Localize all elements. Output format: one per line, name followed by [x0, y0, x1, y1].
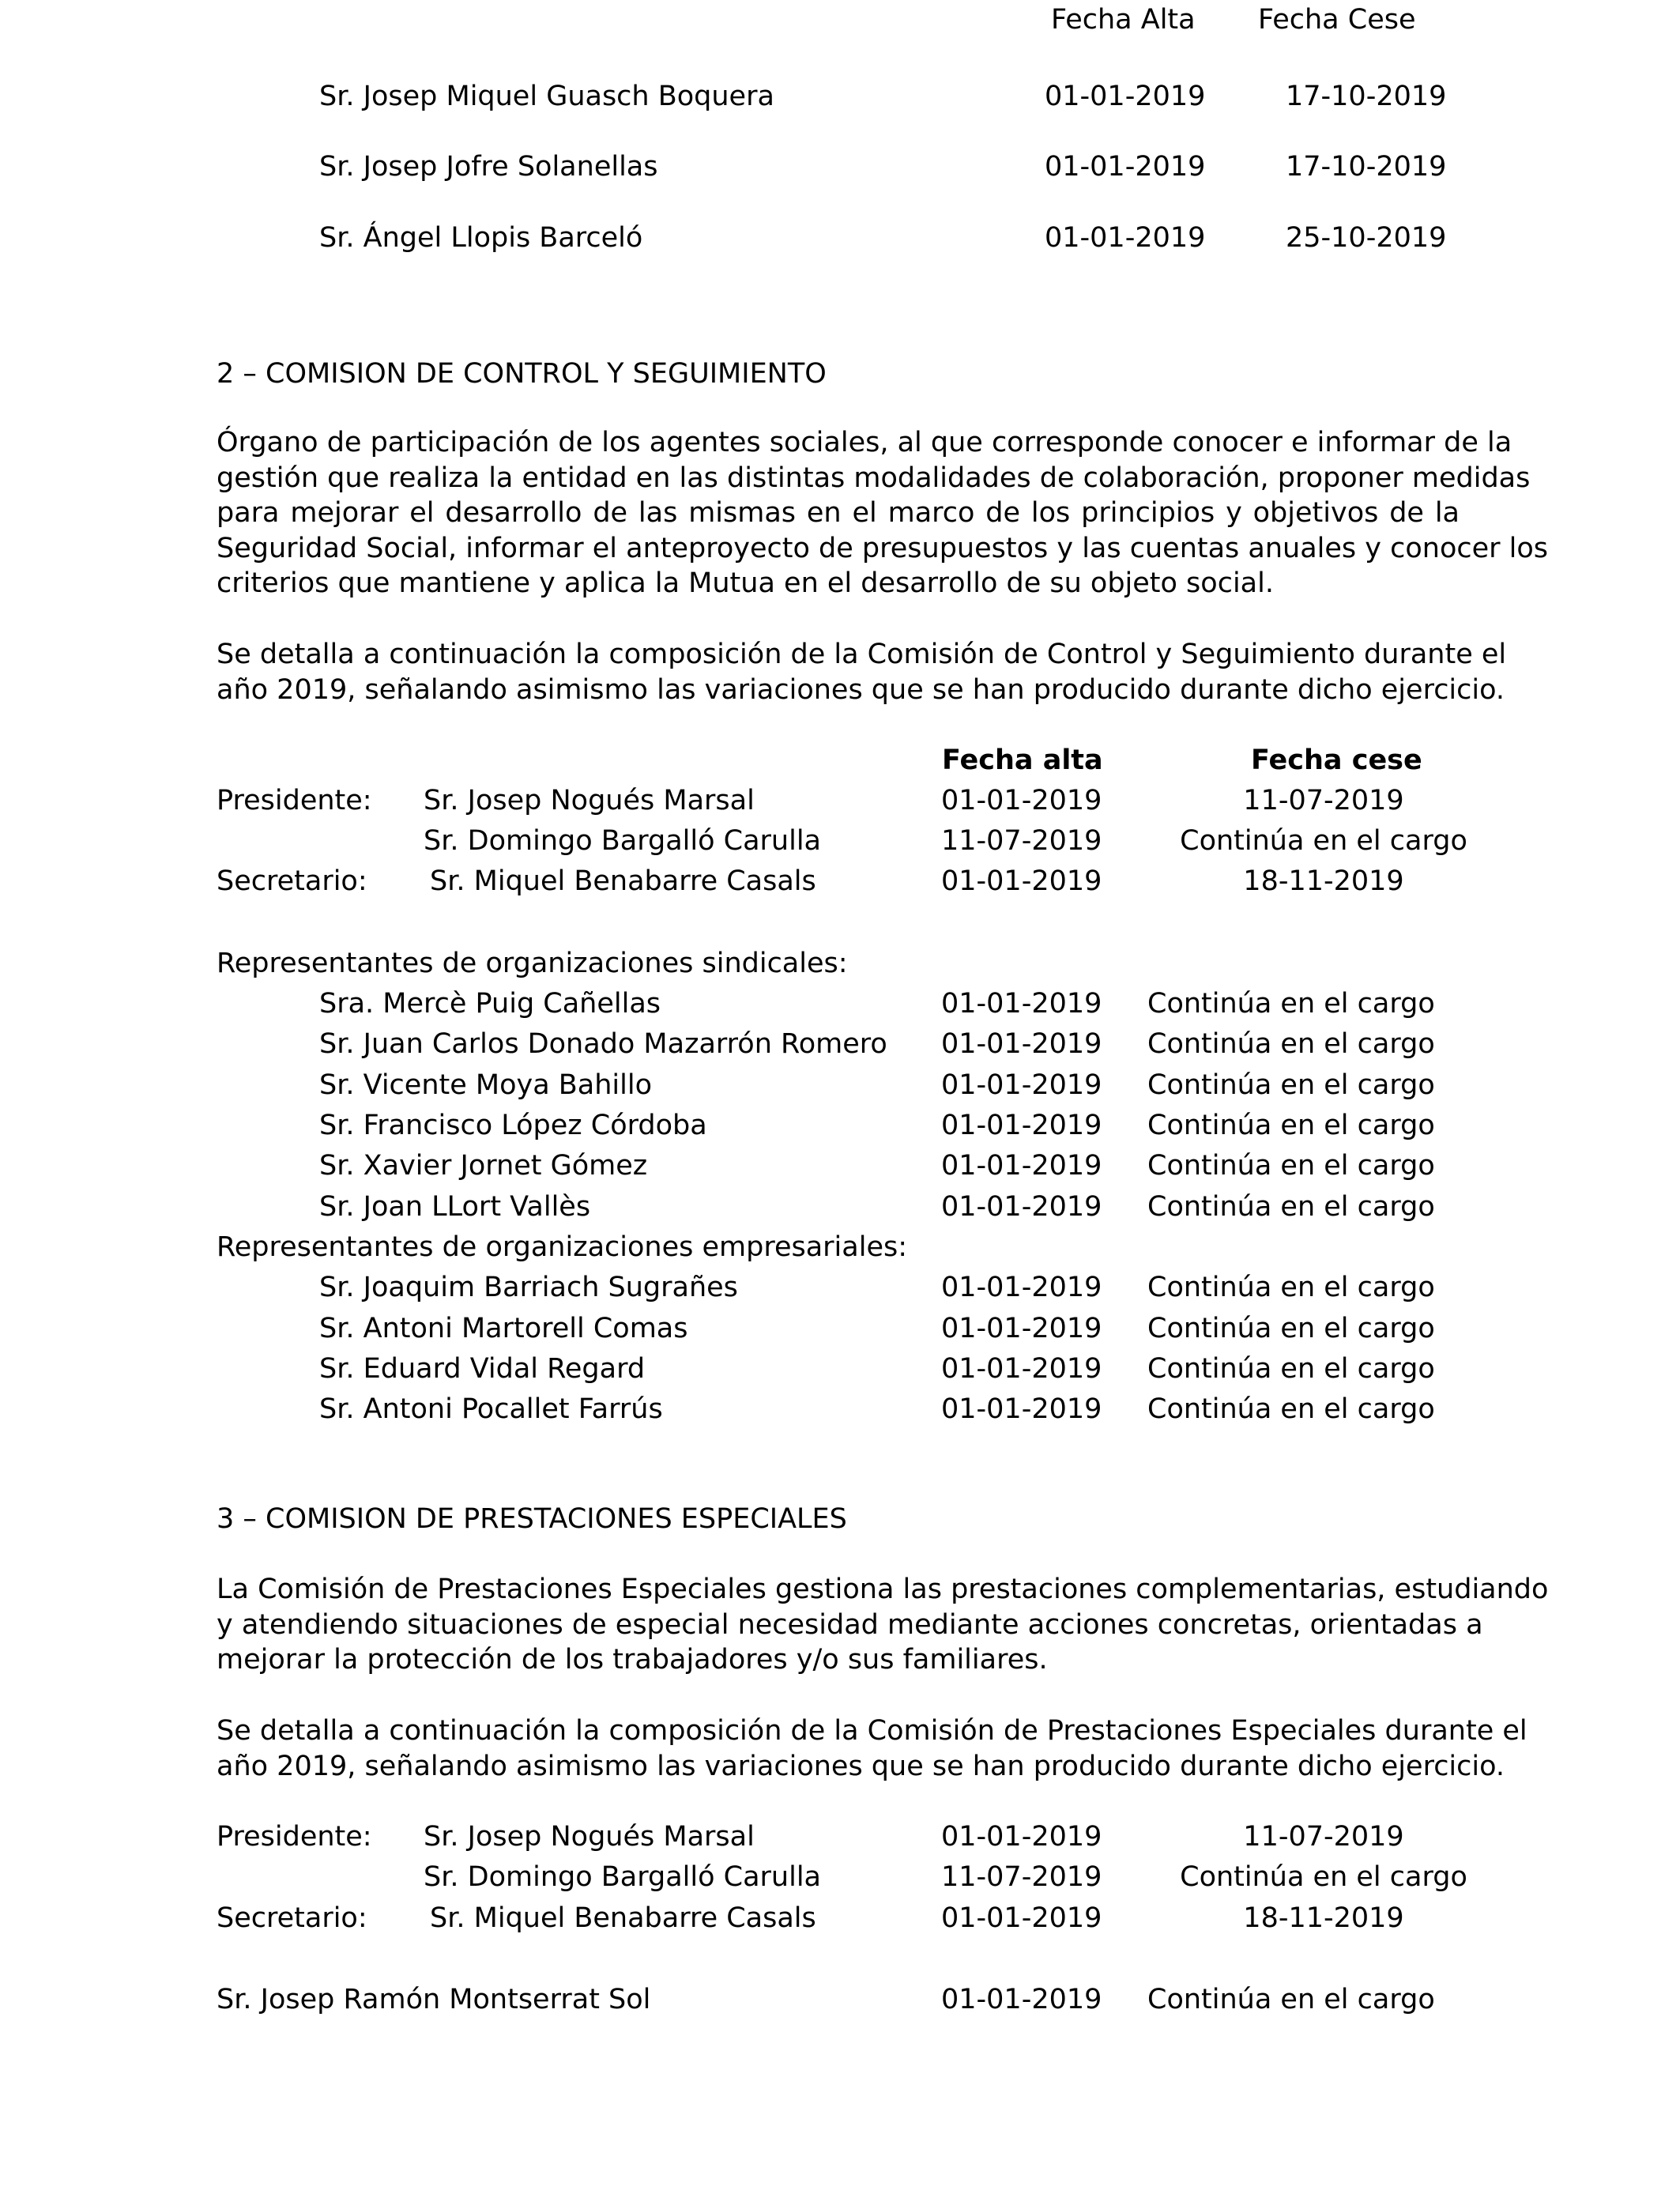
top-row-name: Sr. Josep Jofre Solanellas [319, 151, 658, 183]
member-cese: Continúa en el cargo [1147, 1272, 1435, 1303]
member-cese: Continúa en el cargo [1147, 1393, 1435, 1425]
officer-name: Sr. Josep Nogués Marsal [424, 785, 755, 816]
officer-cese: 11-07-2019 [1243, 785, 1404, 816]
officer-cese: 11-07-2019 [1243, 1821, 1404, 1853]
member-alta: 01-01-2019 [941, 1028, 1102, 1060]
member-alta: 01-01-2019 [941, 988, 1102, 1020]
officer-alta: 11-07-2019 [941, 1861, 1102, 1893]
officer-role: Secretario: [217, 865, 367, 897]
member-alta: 01-01-2019 [941, 1313, 1102, 1344]
officer-name: Sr. Josep Nogués Marsal [424, 1821, 755, 1853]
paragraph-line: para mejorar el desarrollo de las mismas en el marco de los principios y objetivos de la [217, 497, 1460, 529]
paragraph-line: y atendiendo situaciones de especial necesidad mediante acciones concretas, orientadas a [217, 1608, 1483, 1641]
paragraph-line: año 2019, señalando asimismo las variaciones que se han producido durante dicho ejercicio. [217, 673, 1505, 706]
member-name: Sr. Antoni Martorell Comas [319, 1313, 688, 1344]
member-name: Sr. Juan Carlos Donado Mazarrón Romero [319, 1028, 887, 1060]
top-row-name: Sr. Ángel Llopis Barceló [319, 222, 643, 254]
officer-cese: 18-11-2019 [1243, 1902, 1404, 1934]
officer-cese: Continúa en el cargo [1180, 1861, 1467, 1893]
member-alta: 01-01-2019 [941, 1150, 1102, 1182]
section2-paragraph-2 [217, 637, 1507, 707]
top-row-cese: 17-10-2019 [1286, 151, 1447, 183]
member-name: Sr. Xavier Jornet Gómez [319, 1150, 648, 1182]
officer-name: Sr. Domingo Bargalló Carulla [424, 1861, 822, 1893]
member-name: Sra. Mercè Puig Cañellas [319, 988, 661, 1020]
section2-header-fecha-cese: Fecha cese [1251, 745, 1422, 776]
officer-role: Presidente: [217, 785, 372, 816]
member-cese: Continúa en el cargo [1147, 1313, 1435, 1344]
top-header-fecha-alta: Fecha Alta [1051, 4, 1196, 36]
member-name: Sr. Joaquim Barriach Sugrañes [319, 1272, 738, 1303]
officer-name: Sr. Miquel Benabarre Casals [430, 1902, 816, 1934]
top-row-alta: 01-01-2019 [1045, 151, 1206, 183]
officer-alta: 01-01-2019 [941, 1902, 1102, 1934]
member-cese: Continúa en el cargo [1147, 1069, 1435, 1101]
paragraph-line: Seguridad Social, informar el anteproyecto de presupuestos y las cuentas anuales y conocer los [217, 532, 1549, 564]
section2-heading: 2 – COMISION DE CONTROL Y SEGUIMIENTO [217, 358, 827, 390]
paragraph-line: Se detalla a continuación la composición de la Comisión de Prestaciones Especiales durante el [217, 1715, 1527, 1747]
section3-heading: 3 – COMISION DE PRESTACIONES ESPECIALES [217, 1503, 847, 1535]
empresariales-label: Representantes de organizaciones empresariales: [217, 1231, 908, 1263]
member-cese: Continúa en el cargo [1147, 1028, 1435, 1060]
member-name: Sr. Antoni Pocallet Farrús [319, 1393, 663, 1425]
section2-paragraph-1 [217, 425, 1549, 601]
member-name: Sr. Vicente Moya Bahillo [319, 1069, 653, 1101]
member-cese: Continúa en el cargo [1147, 1191, 1435, 1223]
member-alta: 01-01-2019 [941, 1191, 1102, 1223]
paragraph-line: gestión que realiza la entidad en las distintas modalidades de colaboración, proponer medidas [217, 462, 1531, 494]
officer-alta: 01-01-2019 [941, 1821, 1102, 1853]
top-row-cese: 17-10-2019 [1286, 81, 1447, 112]
sindicales-label: Representantes de organizaciones sindicales: [217, 948, 848, 979]
member-alta: 01-01-2019 [941, 1272, 1102, 1303]
officer-name: Sr. Miquel Benabarre Casals [430, 865, 816, 897]
section2-header-fecha-alta: Fecha alta [942, 745, 1103, 776]
paragraph-line: Órgano de participación de los agentes sociales, al que corresponde conocer e informar de la [217, 427, 1512, 458]
section3-paragraph-1 [217, 1572, 1549, 1678]
member-alta: 01-01-2019 [941, 1353, 1102, 1385]
member-name: Sr. Joan LLort Vallès [319, 1191, 591, 1223]
officer-cese: Continúa en el cargo [1180, 825, 1467, 857]
member-cese: Continúa en el cargo [1147, 1110, 1435, 1141]
member-cese: Continúa en el cargo [1147, 1353, 1435, 1385]
section3-paragraph-2 [217, 1713, 1527, 1784]
member-cese: Continúa en el cargo [1147, 988, 1435, 1020]
officer-name: Sr. Domingo Bargalló Carulla [424, 825, 822, 857]
member-alta: 01-01-2019 [941, 1393, 1102, 1425]
officer-cese: 18-11-2019 [1243, 865, 1404, 897]
officer-alta: 01-01-2019 [941, 785, 1102, 816]
paragraph-line: criterios que mantiene y aplica la Mutua en el desarrollo de su objeto social. [217, 567, 1274, 599]
paragraph-line: año 2019, señalando asimismo las variaciones que se han producido durante dicho ejercicio. [217, 1750, 1505, 1782]
officer-alta: 01-01-2019 [941, 865, 1102, 897]
top-row-name: Sr. Josep Miquel Guasch Boquera [319, 81, 774, 112]
paragraph-line: La Comisión de Prestaciones Especiales gestiona las prestaciones complementarias, estudiando [217, 1574, 1549, 1605]
officer-role: Secretario: [217, 1902, 367, 1934]
member-cese: Continúa en el cargo [1147, 1984, 1435, 2015]
member-name: Sr. Francisco López Córdoba [319, 1110, 707, 1141]
top-header-fecha-cese: Fecha Cese [1258, 4, 1416, 36]
paragraph-line: mejorar la protección de los trabajadores y/o sus familiares. [217, 1644, 1048, 1676]
officer-alta: 11-07-2019 [941, 825, 1102, 857]
top-row-alta: 01-01-2019 [1045, 81, 1206, 112]
member-name: Sr. Josep Ramón Montserrat Sol [217, 1984, 651, 2015]
officer-role: Presidente: [217, 1821, 372, 1853]
paragraph-line: Se detalla a continuación la composición de la Comisión de Control y Seguimiento durante el [217, 639, 1507, 670]
top-row-cese: 25-10-2019 [1286, 222, 1447, 254]
member-name: Sr. Eduard Vidal Regard [319, 1353, 646, 1385]
member-alta: 01-01-2019 [941, 1110, 1102, 1141]
member-cese: Continúa en el cargo [1147, 1150, 1435, 1182]
top-row-alta: 01-01-2019 [1045, 222, 1206, 254]
member-alta: 01-01-2019 [941, 1069, 1102, 1101]
member-alta: 01-01-2019 [941, 1984, 1102, 2015]
